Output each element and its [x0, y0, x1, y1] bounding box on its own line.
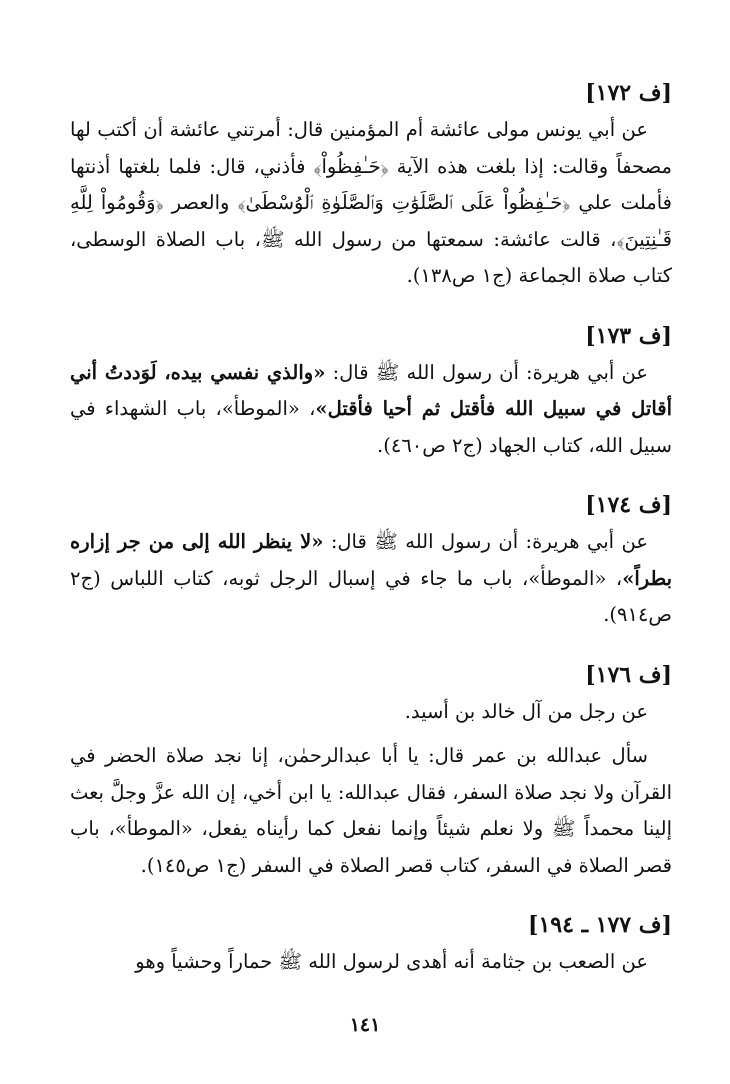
page-number: ١٤١ [349, 1014, 381, 1036]
paragraph-text: سأل عبدالله بن عمر قال: يا أبا عبدالرحمٰن، إنا نجد صلاة الحضر في القرآن ولا نجد صلاة السفر، فقال عبدالله: يا ابن أخي، إن الله عزَّ وجلَّ بعث إلينا محمداً ﷺ ولا نعلم شيئاً وإنما نفعل كما رأيناه يفعل، «الموطأ»، باب قصر الصلاة في السفر، كتاب قصر الصلاة في السفر (ج١ ص١٤٥). [70, 744, 672, 877]
paragraph-text: عن أبي يونس مولى عائشة أم المؤمنين قال: أمرتني عائشة أن أكتب لها مصحفاً وقالت: إذا بلغت هذه الآية ﴿حَـٰفِظُواْ﴾ فأذني، قال: فلما بلغتها أذنتها فأملت علي ﴿حَـٰفِظُواْ عَلَى ٱلصَّلَوَٰتِ وَٱلصَّلَوٰةِ ٱلْوُسْطَىٰ﴾ والعصر ﴿وَقُومُواْ لِلَّهِ قَـٰنِتِينَ﴾، قالت عائشة: سمعتها من رسول الله ﷺ، باب الصلاة الوسطى، كتاب صلاة الجماعة (ج١ ص١٣٨). [70, 118, 672, 287]
section-177-194 [70, 910, 672, 981]
document-page [70, 78, 672, 1024]
section-173 [70, 321, 672, 465]
section-paragraph [70, 524, 672, 634]
section-paragraph [70, 355, 672, 465]
paragraph-text: ، «الموطأ»، باب ما جاء في إسبال الرجل ثوبه، كتاب اللباس (ج٢ ص٩١٤). [70, 566, 672, 626]
section-heading: [ف ١٧٤] [585, 492, 672, 518]
section-174 [70, 490, 672, 634]
hadith-quote: «لا ينظر الله إلى من جر إزاره بطراً» [70, 530, 672, 590]
section-paragraph [70, 738, 672, 884]
section-heading: [ف ١٧٦] [585, 661, 672, 688]
paragraph-text: ، «الموطأ»، باب الشهداء في سبيل الله، كتاب الجهاد (ج٢ ص٤٦٠). [70, 397, 672, 457]
section-heading: [ف ١٧٣] [585, 322, 672, 349]
section-paragraph [70, 694, 672, 731]
section-heading: [ف ١٧٧ ـ ١٩٤] [528, 912, 672, 938]
paragraph-text: عن رجل من آل خالد بن أسيد. [404, 699, 648, 723]
hadith-quote: «والذي نفسي بيده، لَوَددتُ أني أقاتل في سبيل الله فأقتل ثم أحيا فأقتل» [70, 360, 673, 420]
section-heading: [ف ١٧٢] [585, 80, 672, 106]
paragraph-text: عن أبي هريرة: أن رسول الله ﷺ قال: [323, 530, 648, 553]
section-176 [70, 660, 672, 885]
section-172 [70, 78, 672, 295]
paragraph-text: عن أبي هريرة: أن رسول الله ﷺ قال: [325, 360, 648, 384]
paragraph-text: عن الصعب بن جثامة أنه أهدى لرسول الله ﷺ حماراً وحشياً وهو [135, 950, 648, 973]
section-paragraph [70, 112, 672, 295]
section-paragraph [70, 944, 672, 981]
